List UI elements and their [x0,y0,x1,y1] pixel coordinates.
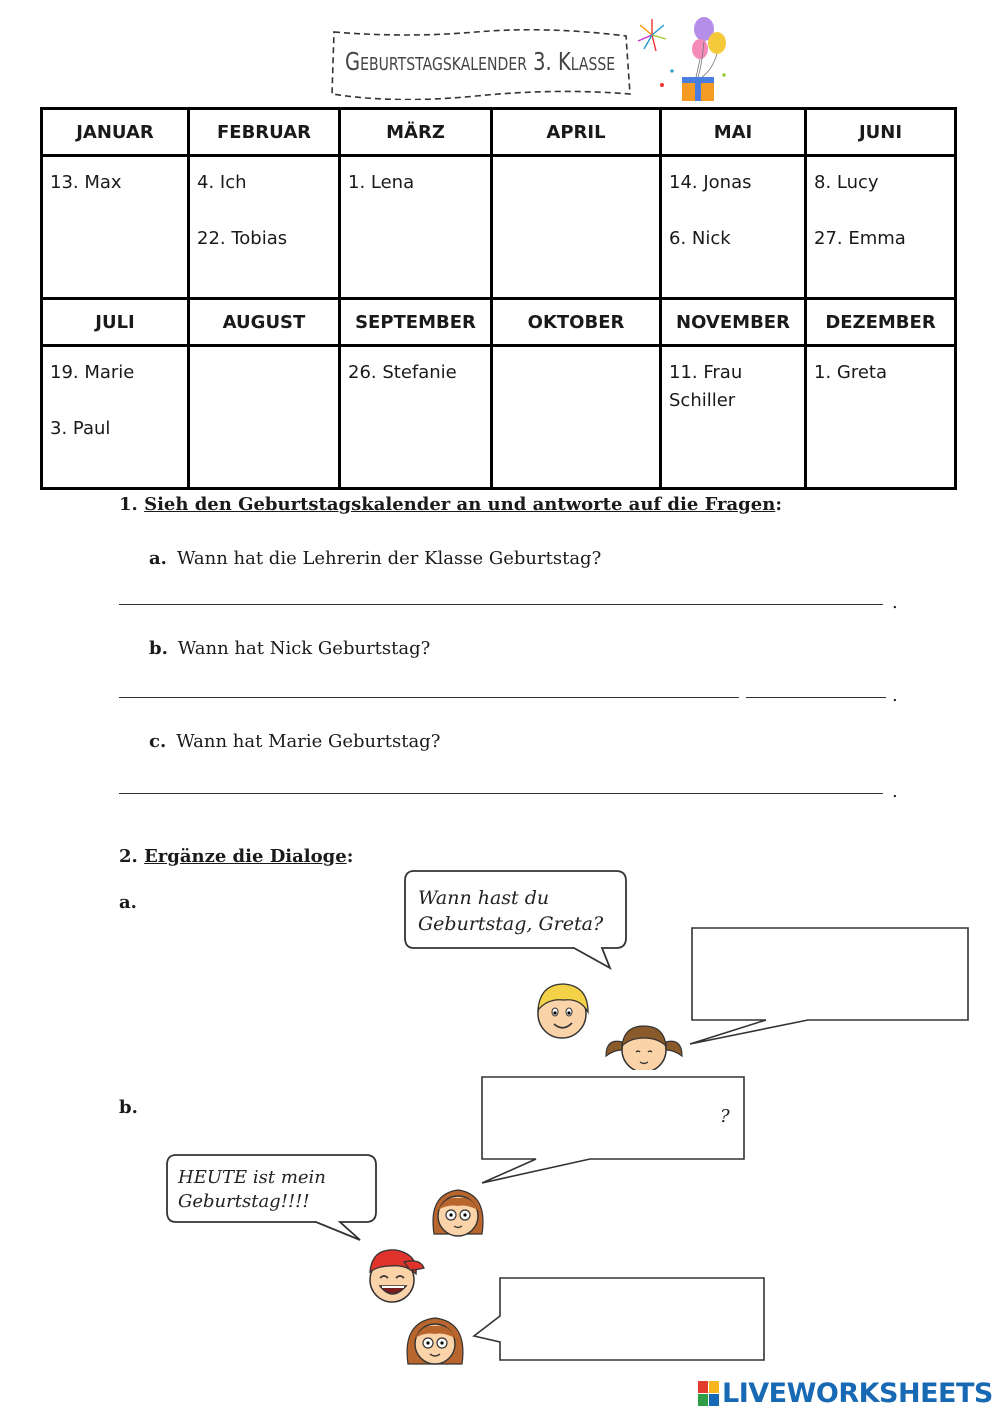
task1-number: 1. [119,494,138,515]
question-c-text: Wann hat Marie Geburtstag? [176,731,441,752]
cell-january [42,156,189,299]
task2-heading [119,846,353,867]
bubble-b-line1: HEUTE ist mein [178,1167,326,1188]
answer-line-b[interactable] [119,697,739,698]
birthday-entry: 1. Lena [348,172,415,193]
month-june: JUNI [806,109,956,156]
birthday-entry: 13. Max [50,172,122,193]
cell-june [806,156,956,299]
birthday-entry: 4. Ich [197,172,247,193]
task1-colon: : [775,494,782,515]
answer-box-a[interactable] [684,926,974,1050]
question-b-letter: b. [149,638,168,659]
birthday-entry: 3. Paul [50,418,111,439]
cell-may [661,156,806,299]
brand-text[interactable]: LIVEWORKSHEETS [722,1378,993,1409]
birthday-calendar [40,107,957,490]
month-january: JANUAR [42,109,189,156]
page-title: Geburtstagskalender 3. Klasse [345,47,616,76]
cell-october [492,346,661,489]
question-c-letter: c. [149,731,167,752]
birthday-entry: 19. Marie [50,362,135,383]
bubble-a-line2: Geburtstag, Greta? [418,913,604,935]
month-header-row [42,109,956,156]
task1-title: Sieh den Geburtstagskalender an und antworte auf die Fragen [144,494,776,515]
question-a [149,548,601,569]
bubble-a-line1: Wann hast du [418,887,550,909]
answer-line-b-extra[interactable] [746,697,886,698]
cell-february [189,156,340,299]
balloons-gift-icon [632,15,732,105]
answer-line-c[interactable] [119,793,883,794]
dialogue-b-label: b. [119,1097,138,1118]
birthday-entry: 22. Tobias [197,228,288,249]
question-b-text: Wann hat Nick Geburtstag? [177,638,431,659]
month-march: MÄRZ [340,109,492,156]
cell-april [492,156,661,299]
cell-september [340,346,492,489]
task2-number: 2. [119,846,138,867]
answer-box-b-reply[interactable] [470,1276,768,1366]
task2-colon: : [346,846,354,867]
birthday-entry: 8. Lucy [814,172,879,193]
boy-red-cap-face-icon [360,1244,426,1306]
answer-box-b-question-mark: ? [720,1106,730,1127]
cell-july [42,346,189,489]
birthday-entry: 26. Stefanie [348,362,457,383]
birthday-entry: 14. Jonas [669,172,752,193]
task2-title: Ergänze die Dialoge [144,846,347,867]
month-july: JULI [42,299,189,346]
question-a-letter: a. [149,548,167,569]
month-header-row [42,299,956,346]
month-february: FEBRUAR [189,109,340,156]
month-october: OKTOBER [492,299,661,346]
girl-glasses-face-icon-2 [400,1312,470,1370]
dialogue-a-label: a. [119,892,137,913]
cell-november [661,346,806,489]
question-a-text: Wann hat die Lehrerin der Klasse Geburtstag? [176,548,602,569]
birthday-row [42,156,956,299]
birthday-entry: 27. Emma [814,228,906,249]
month-may: MAI [661,109,806,156]
month-september: SEPTEMBER [340,299,492,346]
month-august: AUGUST [189,299,340,346]
question-b [149,638,430,659]
cell-december [806,346,956,489]
birthday-entry: 11. Frau Schiller [669,362,743,411]
boy-blonde-face-icon [530,978,594,1042]
girl-pigtails-face-icon [602,1016,686,1070]
bubble-b-text [178,1166,326,1214]
birthday-row [42,346,956,489]
birthday-entry: 6. Nick [669,228,731,249]
month-november: NOVEMBER [661,299,806,346]
answer-box-b-question[interactable] [476,1075,750,1187]
cell-march [340,156,492,299]
answer-line-a[interactable] [119,604,883,605]
liveworksheets-logo-icon [698,1381,720,1407]
answer-a-period: . [892,592,898,613]
task1-heading [119,494,782,515]
answer-c-period: . [892,781,898,802]
month-december: DEZEMBER [806,299,956,346]
month-april: APRIL [492,109,661,156]
bubble-b-line2: Geburtstag!!!! [178,1191,310,1212]
bubble-a-text [418,885,603,937]
birthday-entry: 1. Greta [814,362,888,383]
question-c [149,731,440,752]
girl-glasses-face-icon [426,1184,490,1242]
cell-august [189,346,340,489]
answer-b-period: . [892,685,898,706]
